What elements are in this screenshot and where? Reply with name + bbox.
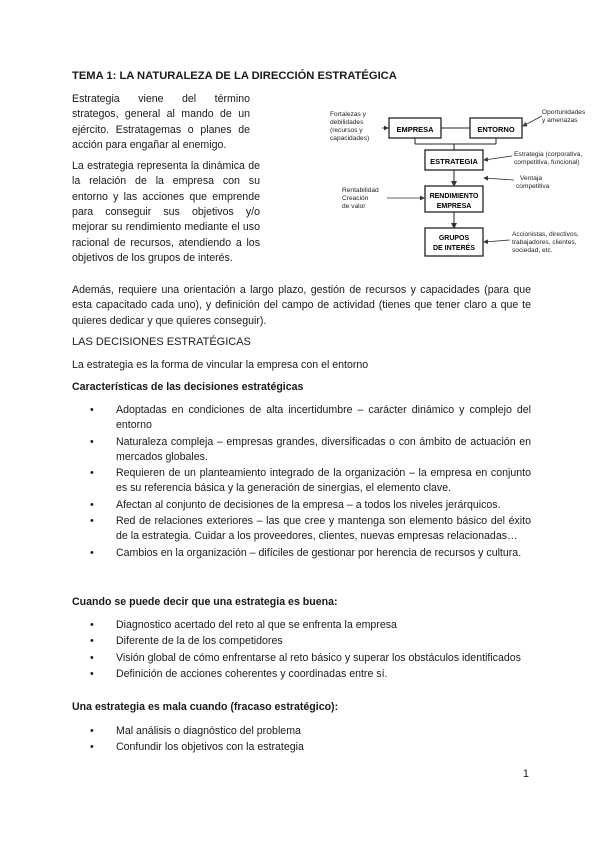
bullet: •	[90, 515, 94, 528]
bullet: •	[90, 404, 94, 416]
svg-text:trabajadores, clientes,: trabajadores, clientes,	[512, 239, 577, 246]
svg-text:competitiva: competitiva	[516, 183, 550, 190]
arrow-oportunidades	[523, 116, 542, 126]
list-item: • Requieren de un planteamiento integrado de la organización – la empresa en conjunto es su referencia básica y la generación de sinergias, el elemento clave.	[90, 467, 531, 495]
list-item: • Mal análisis o diagnóstico del problema	[72, 724, 531, 739]
bullet: •	[90, 619, 94, 631]
section-decisiones: LAS DECISIONES ESTRATÉGICAS	[72, 336, 251, 348]
strategy-diagram	[252, 100, 586, 275]
intro-text	[72, 92, 260, 272]
heading-mala: Una estrategia es mala cuando (fracaso estratégico):	[72, 701, 339, 713]
list-mala	[72, 724, 531, 757]
svg-text:competitiva, funcional): competitiva, funcional)	[514, 159, 580, 166]
svg-text:Rentabilidad: Rentabilidad	[342, 187, 379, 194]
intro-paragraph-1: Estrategia viene del término strategos, general al mando de un ejército. Estratagemas o planes de acción para engañar al enemigo.	[72, 93, 250, 151]
bullet: •	[90, 498, 94, 511]
box-grupos-label-1: GRUPOS	[438, 235, 470, 242]
arrow-ventaja	[484, 178, 514, 180]
note-fortalezas	[330, 111, 369, 142]
svg-text:capacidades): capacidades)	[330, 135, 370, 142]
list-item: • Naturaleza compleja – empresas grandes, diversificadas o con ámbito de actuación en mercados globales.	[90, 435, 531, 463]
box-estrategia-label: ESTRATEGIA	[430, 157, 478, 166]
bullet: •	[90, 741, 94, 754]
arrow-note-estrategia	[484, 156, 512, 160]
list-buena	[72, 618, 531, 683]
box-empresa-label: EMPRESA	[396, 125, 434, 134]
note-oportunidades	[542, 109, 586, 124]
box-rendimiento-label-1: RENDIMIENTO	[429, 193, 479, 200]
list-item: • Afectan al conjunto de decisiones de la empresa – a todos los niveles jerárquicos.	[72, 498, 531, 513]
note-estrategia	[514, 151, 582, 166]
svg-text:de valor: de valor	[342, 203, 366, 210]
bullet: •	[90, 546, 94, 559]
bullet: •	[90, 667, 94, 680]
box-entorno-label: ENTORNO	[477, 125, 515, 134]
line-forma: La estrategia es la forma de vincular la empresa con el entorno	[72, 359, 369, 371]
bullet: •	[90, 725, 94, 737]
box-grupos-label-2: DE INTERÉS	[432, 245, 476, 252]
list-item: • Red de relaciones exteriores – las que cree y mantenga son elemento básico del éxito de la estrategia. Cuidar a los proveedores, clientes, nuevas empresas relacionadas…	[90, 515, 531, 543]
list-item: • Confundir los objetivos con la estrategia	[72, 740, 531, 755]
bullet: •	[90, 435, 94, 448]
list-item: • Definición de acciones coherentes y coordinadas entre sí.	[72, 667, 531, 682]
svg-text:y amenazas: y amenazas	[542, 117, 578, 124]
box-rendimiento-label-2: EMPRESA	[436, 203, 472, 210]
svg-text:sociedad, etc.: sociedad, etc.	[512, 247, 553, 254]
list-caracteristicas	[72, 403, 531, 562]
note-accionistas	[512, 231, 579, 254]
bullet: •	[90, 635, 94, 648]
page-title: TEMA 1: LA NATURALEZA DE LA DIRECCIÓN ESTRATÉGICA	[72, 70, 397, 82]
paragraph-ademas: Además, requiere una orientación a largo plazo, gestión de recursos y capacidades (para que esta capacitado cada uno), y definición del campo de actividad (tienes que tener claro a que te quieres dedicar y que quieres conseguir).	[72, 284, 531, 327]
svg-text:Oportunidades: Oportunidades	[542, 109, 586, 116]
list-item: • Cambios en la organización – difíciles de gestionar por herencia de recursos y cultura.	[72, 546, 531, 561]
bullet: •	[90, 467, 94, 480]
list-item: • Diagnostico acertado del reto al que se enfrenta la empresa	[72, 618, 531, 633]
svg-text:Estrategia (corporativa,: Estrategia (corporativa,	[514, 151, 583, 158]
svg-text:Creación: Creación	[342, 195, 369, 202]
list-item: • Visión global de cómo enfrentarse al reto básico y superar los obstáculos identificados	[72, 651, 531, 666]
list-item: • Diferente de la de los competidores	[72, 634, 531, 649]
svg-text:(recursos y: (recursos y	[330, 127, 363, 134]
heading-caracteristicas: Características de las decisiones estratégicas	[72, 381, 304, 393]
svg-text:debilidades: debilidades	[330, 119, 364, 126]
svg-text:Ventaja: Ventaja	[520, 175, 542, 182]
intro-paragraph-2: La estrategia representa la dinámica de la relación de la empresa con su entorno y las acciones que emprende para conseguir sus objetivos y/o mejorar su rendimiento mediante el uso racional de recursos, atendiendo a los objetivos de los grupos de interés.	[72, 160, 260, 264]
bullet: •	[90, 651, 94, 664]
svg-text:Accionistas, directivos,: Accionistas, directivos,	[512, 231, 579, 238]
heading-buena: Cuando se puede decir que una estrategia es buena:	[72, 596, 338, 608]
note-rentabilidad	[342, 187, 379, 210]
arrow-accionistas	[484, 240, 510, 242]
note-ventaja	[516, 175, 550, 190]
list-item: • Adoptadas en condiciones de alta incertidumbre – carácter dinámico y complejo del entorno	[90, 404, 531, 432]
svg-text:Fortalezas y: Fortalezas y	[330, 111, 366, 118]
page-number: 1	[522, 768, 529, 780]
